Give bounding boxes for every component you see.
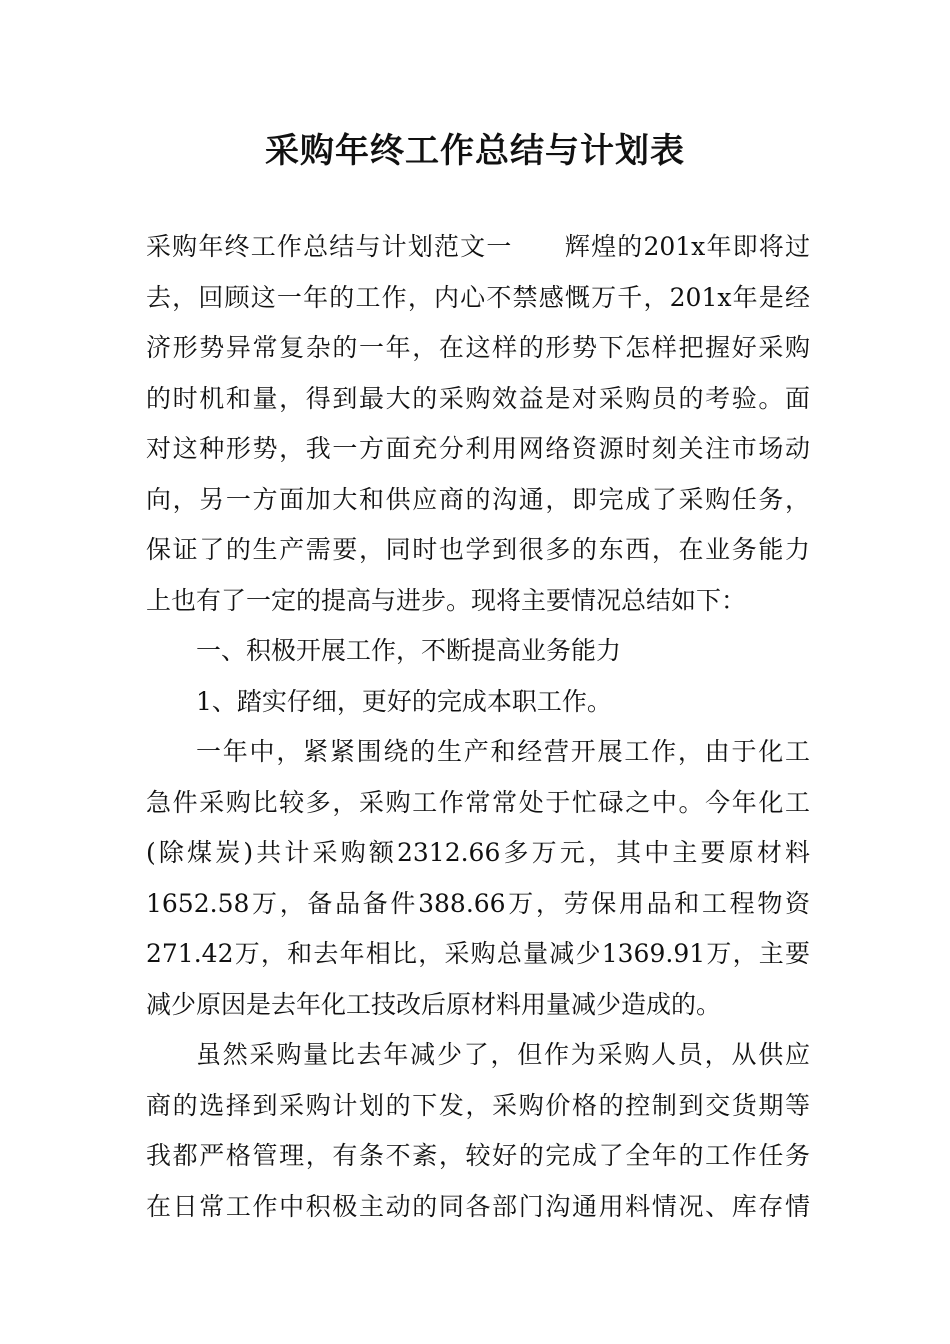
document-title: 采购年终工作总结与计划表 [265,131,685,171]
body-line-12: 急件采购比较多，采购工作常常处于忙碌之中。今年化工 [146,787,810,817]
subsection-heading-1: 1、踏实仔细，更好的完成本职工作。 [196,686,612,716]
body-line-18: 商的选择到采购计划的下发，采购价格的控制到交货期等 [146,1090,810,1120]
body-line-5: 对这种形势，我一方面充分利用网络资源时刻关注市场动 [146,434,810,463]
body-line-17: 虽然采购量比去年减少了，但作为采购人员，从供应 [196,1040,810,1069]
body-line-8: 上也有了一定的提高与进步。现将主要情况总结如下： [146,585,747,615]
body-line-20: 在日常工作中积极主动的同各部门沟通用料情况、库存情 [146,1191,810,1221]
body-line-11: 一年中，紧紧围绕的生产和经营开展工作，由于化工 [196,737,810,766]
body-line-3: 济形势异常复杂的一年，在这样的形势下怎样把握好采购 [146,333,810,362]
body-line-13: (除煤炭)共计采购额2312.66多万元，其中主要原材料 [146,838,810,867]
body-line-14: 1652.58万，备品备件388.66万，劳保用品和工程物资 [146,888,810,918]
document-body [146,222,810,1232]
section-heading-1: 一、积极开展工作，不断提高业务能力 [196,636,622,665]
body-line-2: 去，回顾这一年的工作，内心不禁感慨万千，201x年是经 [146,282,810,312]
body-line-4: 的时机和量，得到最大的采购效益是对采购员的考验。面 [146,383,810,413]
body-line-7: 保证了的生产需要，同时也学到很多的东西，在业务能力 [146,535,810,564]
body-line-1: 采购年终工作总结与计划范文一 辉煌的201x年即将过 [146,232,810,261]
body-line-16: 减少原因是去年化工技改后原材料用量减少造成的。 [146,989,722,1019]
body-line-15: 271.42万，和去年相比，采购总量减少1369.91万，主要 [146,939,810,968]
body-line-6: 向，另一方面加大和供应商的沟通，即完成了采购任务， [146,484,810,514]
body-line-19: 我都严格管理，有条不紊，较好的完成了全年的工作任务 [146,1141,810,1170]
